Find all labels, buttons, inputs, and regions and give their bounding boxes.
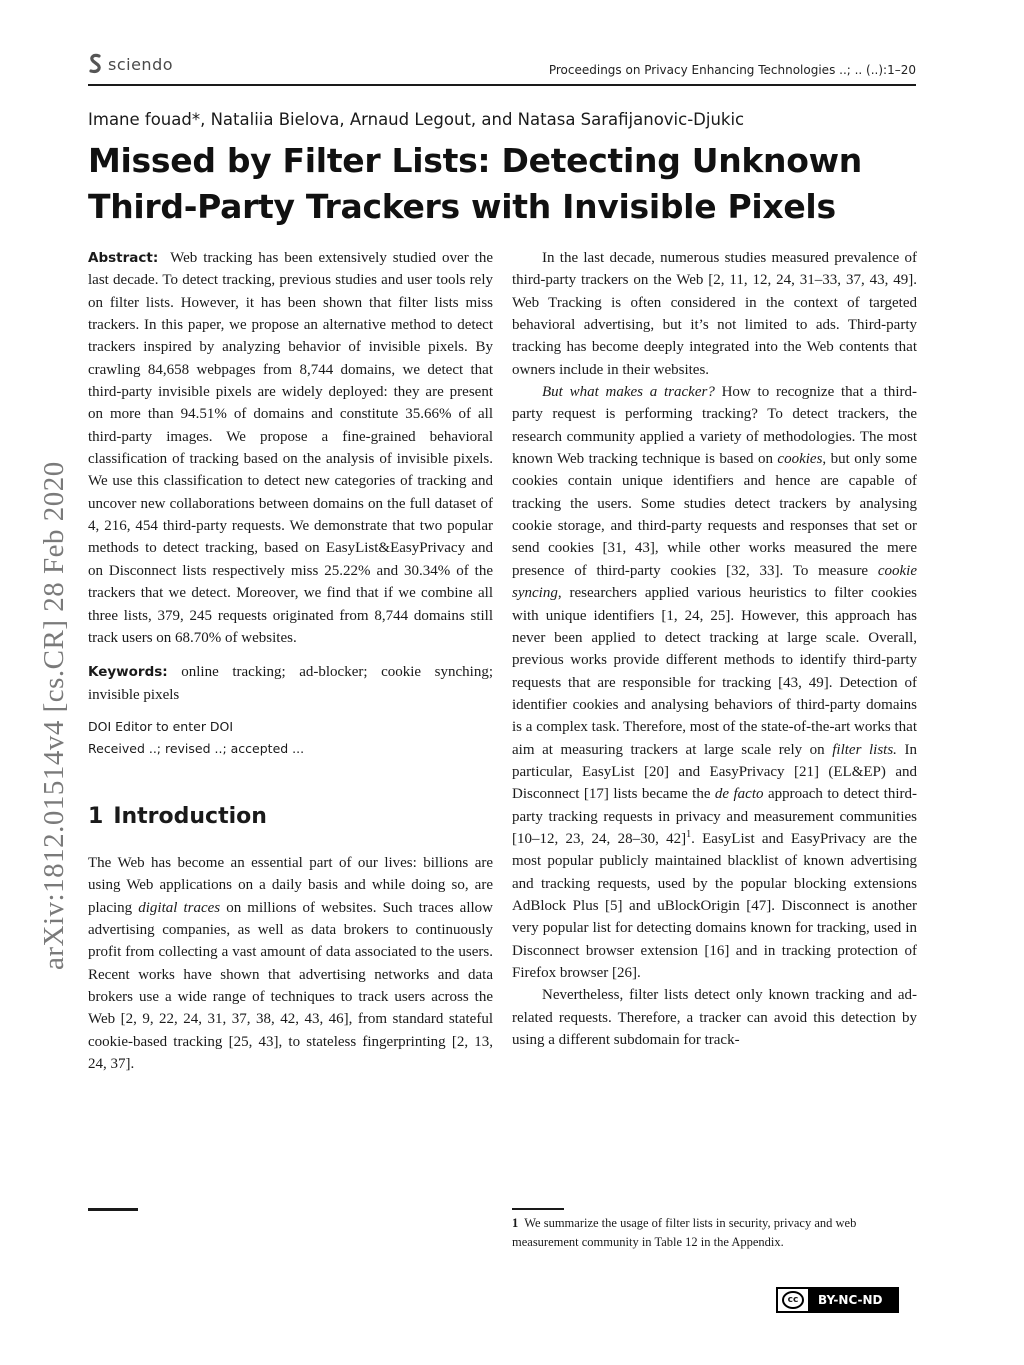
right-paragraph-1: In the last decade, numerous studies measured prevalence of third-party trackers on the Web [2, 11, 12, 24, 31–33, 37, 43, 49]. Web Tracking is often considered in the context of targeted behavioral advertising, but it’s not limited to ads. Third-party tracking has become deeply integrated into the Web contents that owners include in their websites. <box>512 250 917 378</box>
keywords-text: online tracking; ad-blocker; cookie synching; invisible pixels <box>88 664 493 703</box>
author-list: Imane fouad*, Nataliia Bielova, Arnaud Legout, and Natasa Sarafijanovic-Djukic <box>88 110 745 129</box>
section-heading <box>88 802 493 832</box>
p2-emphasis-4: filter lists. <box>832 741 897 758</box>
p2-text-a: How to recognize that a third-party request is performing tracking? To detect trackers, the research community applied a variety of methodologies. The most known Web tracking technique is based on <box>512 384 917 468</box>
right-paragraph-2 <box>512 381 917 984</box>
title-line-1: Missed by Filter Lists: Detecting Unknown <box>88 141 862 180</box>
abstract-label: Abstract: <box>88 250 159 266</box>
doi-line: DOI Editor to enter DOI <box>88 718 234 734</box>
footnote-rule <box>512 1208 564 1210</box>
p2-text-e: approach to detect third-party tracking requests in privacy and measurement communities [10–12, 23, 24, 28–30, 42] <box>512 786 917 847</box>
section-title: Introduction <box>113 803 267 829</box>
footnote <box>512 1214 922 1252</box>
left-footer-rule <box>88 1208 138 1211</box>
p2-text-f: . EasyList and EasyPrivacy are the most popular publicly maintained blacklist of known advertising and tracking requests, used by the popular blocking extensions AdBlock Plus [5] and uBlockOrigin [47]. Disconnect is another very popular list for detecting domains known for tracking, used in Disconnect browser extension [16] and in tracking protection of Firefox browser [26]. <box>512 830 918 981</box>
paper-title <box>88 138 928 230</box>
right-paragraph-3: Nevertheless, filter lists detect only known tracking and ad-related requests. Therefore, a tracker can avoid this detection by using a different subdomain for track- <box>512 987 917 1049</box>
p2-emphasis-3: cookie syncing <box>512 562 917 602</box>
cc-icon <box>778 1289 808 1311</box>
cc-logo: cc <box>782 1291 804 1309</box>
footnote-text: We summarize the usage of filter lists in security, privacy and web measurement community in Table 12 in the Appendix. <box>512 1216 857 1249</box>
intro-emphasis: digital traces <box>138 899 221 916</box>
title-line-2: Third-Party Trackers with Invisible Pixels <box>88 187 836 226</box>
left-column <box>88 247 493 1075</box>
intro-text-2: on millions of websites. Such traces allow advertising companies, as well as data brokers to continuously profit from collecting a vast amount of data associated to the users. Recent works have shown that advertising networks and data brokers use a wide range of techniques to track users across the Web [2, 9, 22, 24, 31, 37, 38, 42, 43, 46], from standard stateful cookie-based tracking [25, 43], to stateless fingerprinting [2, 13, 24, 37]. <box>88 899 494 1072</box>
p2-emphasis-5: de facto <box>714 786 764 803</box>
right-column <box>512 247 917 1051</box>
intro-paragraph <box>88 852 493 1075</box>
footnote-number: 1 <box>512 1216 519 1230</box>
publisher-logo <box>88 52 173 76</box>
section-number: 1 <box>88 803 104 829</box>
running-head: Proceedings on Privacy Enhancing Technologies ..; .. (..):1–20 <box>548 63 916 77</box>
abstract <box>88 247 493 649</box>
sciendo-logo-icon <box>88 53 102 75</box>
p2-text-b: , but only some cookies contain unique identifiers and hence are capable of tracking the users. Some studies detect trackers by analysing cookie storage, and third-party requests and responses that set or send cookies [31, 43], while other works measured the mere presence of third-party cookies [32, 33]. To measure <box>512 451 917 579</box>
arxiv-identifier: arXiv:1812.01514v4 [cs.CR] 28 Feb 2020 <box>38 461 70 970</box>
keywords <box>88 661 493 706</box>
p2-text-c: , researchers applied various heuristics to filter cookies with unique identifiers [1, 24, 25]. However, this approach has never been applied to detect tracking at large scale. Overall, previous works provide different methods to identify third-party requests that are responsible for tracking [43, 49]. Detection of identifier cookies and analysing behaviors of third-party domains is a complex task. Therefore, most of the state-of-the-art works that aim at measuring trackers at large scale rely on <box>512 585 917 758</box>
header-rule <box>88 84 916 86</box>
license-label: BY-NC-ND <box>818 1293 883 1307</box>
p2-emphasis-1: But what makes a tracker? <box>542 384 715 401</box>
intro-text-1: The Web has become an essential part of our lives: billions are using Web applications on a daily basis and while doing so, are placing <box>88 854 493 916</box>
abstract-text: Web tracking has been extensively studied over the last decade. To detect tracking, previous studies and user tools rely on filter lists. However, it has been shown that filter lists miss trackers. In this paper, we propose an alternative method to detect trackers inspired by analyzing behavior of invisible pixels. By crawling 84,658 webpages from 8,744 domains, we detect that third-party invisible pixels are widely deployed: they are present on more than 94.51% of domains and constitute 35.66% of all third-party images. We propose a fine-grained behavioral classification of tracking based on the analysis of invisible pixels. We use this classification to detect new categories of tracking and uncover new collaborations between domains on the full dataset of 4, 216, 454 third-party requests. We demonstrate that two popular methods to detect tracking, based on EasyList&EasyPrivacy and on Disconnect lists respectively miss 25.22% and 30.34% of the trackers that we detect. Moreover, we find that if we combine all three lists, 379, 245 requests originated from 8,744 domains still track users on 68.70% of websites. <box>88 250 493 646</box>
footnote-marker[interactable]: 1 <box>686 828 692 840</box>
p2-emphasis-2: cookies <box>777 451 823 468</box>
received-line: Received ..; revised ..; accepted ... <box>88 740 305 756</box>
license-badge[interactable] <box>776 1287 899 1313</box>
p2-text-d: In particular, EasyList [20] and EasyPrivacy [21] (EL&EP) and Disconnect [17] lists became the <box>512 741 918 803</box>
keywords-label: Keywords: <box>88 664 168 681</box>
logo-text: sciendo <box>108 54 174 74</box>
